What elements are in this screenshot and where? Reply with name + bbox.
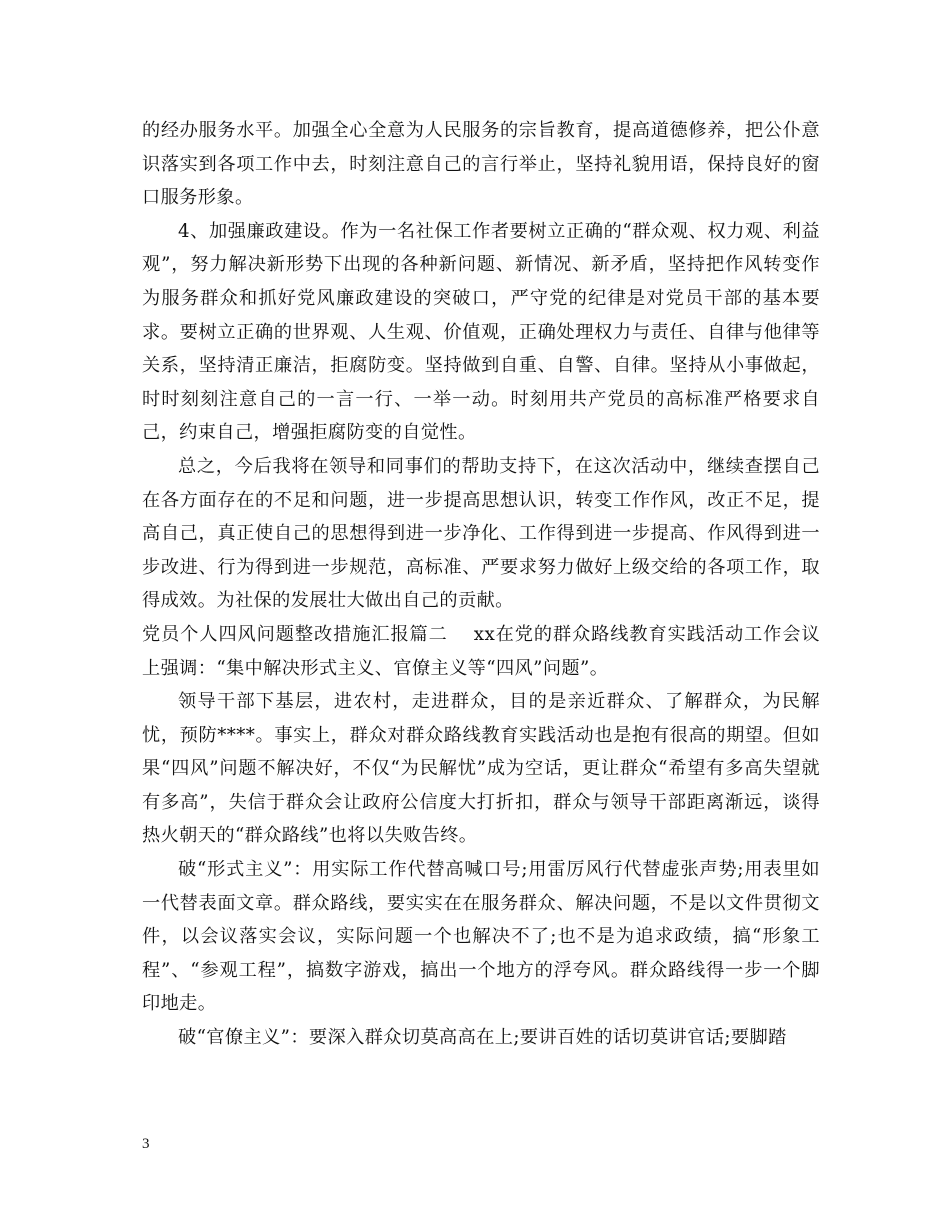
paragraph-formalism: 破“形式主义”：用实际工作代替高喊口号;用雷厉风行代替虚张声势;用表里如一代替表面文章。群众路线，要实实在在服务群众、解决问题，不是以文件贯彻文件，以会议落实会议，实际问题一个也解决不了;也不是为追求政绩，搞“形象工程”、“参观工程”，搞数字游戏，搞出一个地方的浮夸风。群众路线得一步一个脚印地走。 (142, 859, 820, 1015)
paragraph-bureaucratism: 破“官僚主义”：要深入群众切莫高高在上;要讲百姓的话切莫讲官话;要脚踏 (178, 1027, 787, 1049)
paragraph-grassroots: 领导干部下基层，进农村，走进群众，目的是亲近群众、了解群众，为民解忧，预防****。事实上，群众对群众路线教育实践活动也是抱有很高的期望。但如果“四风”问题不解决好，不仅“为民解忧”成为空话，更让群众“希望有多高失望就有多高”，失信于群众会让政府公信度大打折扣，群众与领导干部距离渐远，谈得热火朝天的“群众路线”也将以失败告终。 (142, 691, 820, 847)
paragraph-conclusion: 总之，今后我将在领导和同事们的帮助支持下，在这次活动中，继续查摆自己在各方面存在的不足和问题，进一步提高思想认识，转变工作作风，改正不足，提高自己，真正使自己的思想得到进一步净化、工作得到进一步提高、作风得到进一步改进、行为得到进一步规范，高标准、严要求努力做好上级交给的各项工作，取得成效。为社保的发展壮大做出自己的贡献。 (142, 455, 820, 612)
page-number: 3 (142, 1136, 150, 1152)
section-heading-paragraph (142, 618, 820, 685)
section-title: 党员个人四风问题整改措施汇报篇二 (142, 623, 448, 645)
paragraph-integrity-building: 4、加强廉政建设。作为一名社保工作者要树立正确的“群众观、权力观、利益观”，努力解决新形势下出现的各种新问题、新情况、新矛盾，坚持把作风转变作为服务群众和抓好党风廉政建设的突破口，严守党的纪律是对党员干部的基本要求。要树立正确的世界观、人生观、价值观，正确处理权力与责任、自律与他律等关系，坚持清正廉洁，拒腐防变。坚持做到自重、自警、自律。坚持从小事做起，时时刻刻注意自己的一言一行、一举一动。时刻用共产党员的高标准严格要求自己，约束自己，增强拒腐防变的自觉性。 (142, 220, 820, 444)
section-intro-text: xx在党的群众路线教育实践活动工作会议上强调：“集中解决形式主义、官僚主义等“四风”问题”。 (142, 623, 820, 679)
paragraph-service-level: 的经办服务水平。加强全心全意为人民服务的宗旨教育，提高道德修养，把公仆意识落实到各项工作中去，时刻注意自己的言行举止，坚持礼貌用语，保持良好的窗口服务形象。 (142, 120, 820, 209)
document-body (142, 114, 820, 1055)
